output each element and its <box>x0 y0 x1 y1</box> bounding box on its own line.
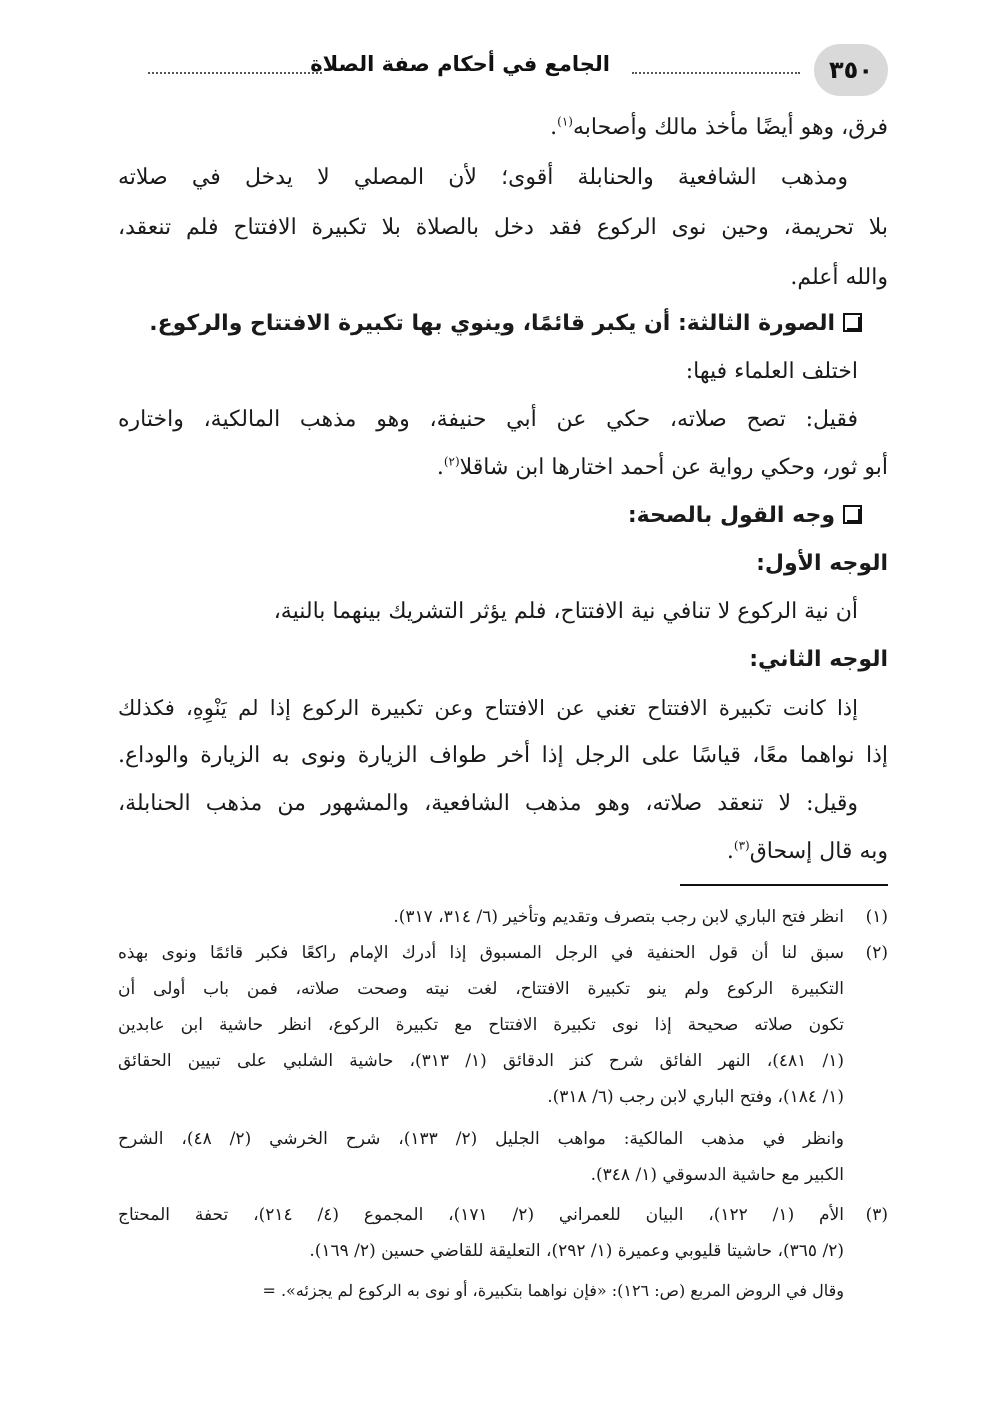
footnote-separator <box>680 884 888 886</box>
footnote-line: الكبير مع حاشية الدسوقي (١/ ٣٤٨). <box>590 1165 844 1185</box>
body-line: وبه قال إسحاق$^{(٣)}$. <box>726 838 888 864</box>
footnote-line: (٢/ ٣٦٥)، حاشيتا قليوبي وعميرة (١/ ٢٩٢)، التعليقة للقاضي حسين (٢/ ١٦٩). <box>309 1241 844 1261</box>
body-line: وقيل: لا تنعقد صلاته، وهو مذهب الشافعية، والمشهور من مذهب الحنابلة، <box>118 791 858 816</box>
body-line: أبو ثور، وحكي رواية عن أحمد اختارها ابن شاقلا$^{(٢)}$. <box>436 454 888 480</box>
body-line: أن نية الركوع لا تنافي نية الافتتاح، فلم يؤثر التشريك بينهما بالنية، <box>273 599 858 624</box>
header-dotted-leader-right <box>632 72 800 74</box>
body-line: والله أعلم. <box>790 265 888 290</box>
footnote-ref[interactable]: (٢) <box>443 454 460 469</box>
subheading: الوجه الثاني: <box>749 647 888 672</box>
subheading: الوجه الأول: <box>756 551 888 576</box>
footnote-number: (١) <box>865 907 888 927</box>
section-heading: وجه القول بالصحة: <box>118 494 888 538</box>
footnote-line: (١/ ١٨٤)، وفتح الباري لابن رجب (٦/ ٣١٨). <box>547 1087 844 1107</box>
footnote-1: (١)انظر فتح الباري لابن رجب بتصرف وتقديم وتأخير (٦/ ٣١٤، ٣١٧). <box>118 902 888 932</box>
header-dotted-leader-left <box>148 72 322 74</box>
footnote-number: (٣) <box>865 1205 888 1225</box>
footnote-line: تكون صلاته صحيحة إذا نوى تكبيرة الافتتاح مع تكبيرة الركوع، انظر حاشية ابن عابدين <box>118 1015 844 1035</box>
footnote-3: (٣)الأم (١/ ١٢٢)، البيان للعمراني (٢/ ١٧١)، المجموع (٤/ ٢١٤)، تحفة المحتاج <box>118 1200 888 1230</box>
checkbox-square-icon <box>843 505 862 524</box>
body-line: إذا نواهما معًا، قياسًا على الرجل إذا أخر طواف الزيارة ونوى به الزيارة والوداع. <box>118 743 888 768</box>
footnote-ref[interactable]: (١) <box>557 114 573 129</box>
running-title: الجامع في أحكام صفة الصلاة <box>310 52 610 76</box>
body-line: فقيل: تصح صلاته، حكي عن أبي حنيفة، وهو مذهب المالكية، واختاره <box>118 407 858 432</box>
body-line: إذا كانت تكبيرة الافتتاح تغني عن الافتتاح وعن تكبيرة الركوع إذا لم يَنْوِهِ، فكذلك <box>118 696 858 720</box>
footnote-line: التكبيرة الركوع ولم ينو تكبيرة الافتتاح، لغت نيته وصحت صلاته، فمن باب أولى أن <box>118 979 844 999</box>
page-number: ٣٥٠ <box>814 44 888 96</box>
footnote-line: (١/ ٤٨١)، النهر الفائق شرح كنز الدقائق (١/ ٣١٣)، حاشية الشلبي على تبيين الحقائق <box>118 1051 844 1071</box>
body-line: ومذهب الشافعية والحنابلة أقوى؛ لأن المصلي لا يدخل في صلاته <box>118 165 848 190</box>
body-line: بلا تحريمة، وحين نوى الركوع فقد دخل بالصلاة بلا تكبيرة الافتتاح فلم تنعقد، <box>118 215 888 240</box>
footnote-ref[interactable]: (٣) <box>733 838 750 853</box>
body-line: اختلف العلماء فيها: <box>685 359 858 384</box>
footnote-2: (٢)سبق لنا أن قول الحنفية في الرجل المسبوق إذا أدرك الإمام راكعًا فكبر قائمًا ونوى بهذه <box>118 938 888 968</box>
footnote-number: (٢) <box>865 943 888 963</box>
section-heading: الصورة الثالثة: أن يكبر قائمًا، وينوي بها تكبيرة الافتتاح والركوع. <box>118 302 888 346</box>
checkbox-square-icon <box>843 313 862 332</box>
footnote-line: وقال في الروض المربع (ص: ١٢٦): «فإن نواهما بتكبيرة، أو نوى به الركوع لم يجزئه». = <box>262 1281 844 1300</box>
body-line: فرق، وهو أيضًا مأخذ مالك وأصحابه$^{(١)}$. <box>550 114 888 140</box>
footnote-line: وانظر في مذهب المالكية: مواهب الجليل (٢/ ١٣٣)، شرح الخرشي (٢/ ٤٨)، الشرح <box>118 1129 844 1149</box>
